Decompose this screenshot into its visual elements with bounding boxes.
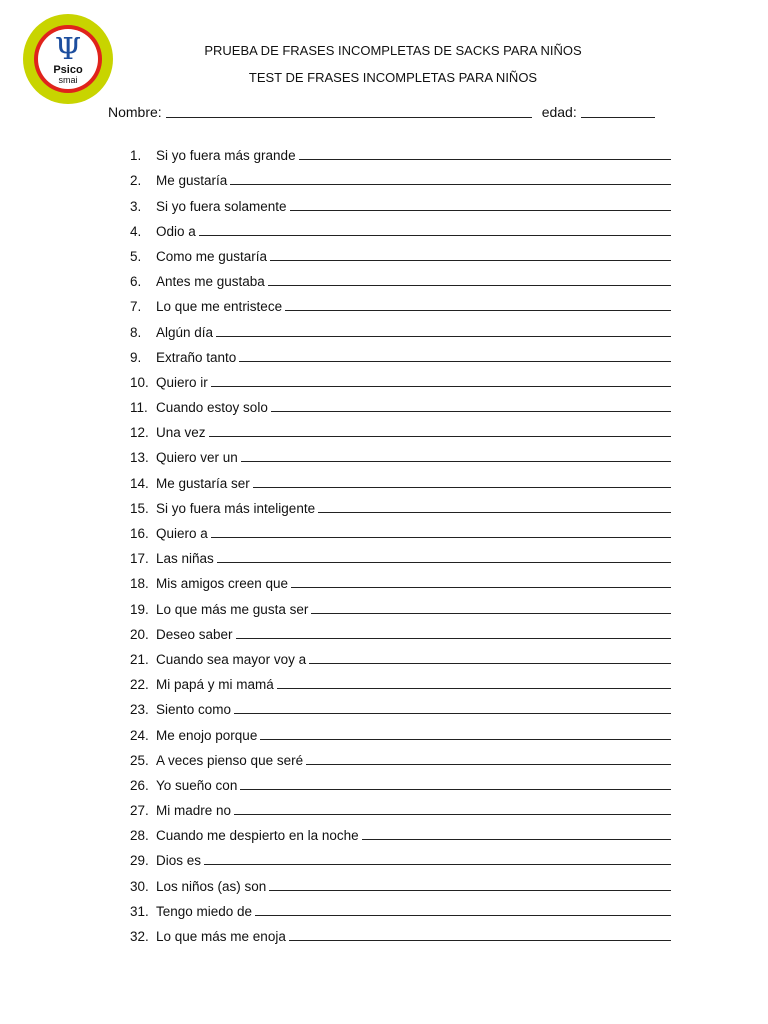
answer-line[interactable] (290, 210, 671, 211)
item-prompt: Las niñas (156, 551, 214, 567)
item-prompt: Los niños (as) son (156, 878, 267, 894)
item-number: 13. (130, 450, 149, 466)
item-number: 12. (130, 425, 149, 441)
answer-line[interactable] (204, 864, 671, 865)
item-prompt: Lo que más me enoja (156, 929, 286, 944)
answer-line[interactable] (306, 764, 671, 765)
logo-text-top: Psico (53, 64, 83, 76)
list-item (130, 163, 675, 188)
item-prompt: Si yo fuera solamente (156, 198, 287, 214)
item-prompt: Lo que más me gusta ser (156, 601, 309, 617)
answer-line[interactable] (230, 184, 671, 185)
answer-line[interactable] (241, 461, 671, 462)
age-field-line[interactable] (581, 104, 655, 118)
answer-line[interactable] (289, 940, 671, 941)
item-prompt: Si yo fuera más grande (156, 148, 296, 164)
item-prompt: Mis amigos creen que (156, 576, 289, 592)
item-number: 10. (130, 374, 149, 390)
item-number: 6. (130, 274, 142, 290)
answer-line[interactable] (234, 713, 671, 714)
item-number: 2. (130, 173, 142, 189)
list-item (130, 793, 675, 818)
item-number: 27. (130, 803, 149, 819)
list-item (130, 264, 675, 289)
item-prompt: Antes me gustaba (156, 274, 265, 290)
list-item (130, 314, 675, 339)
item-number: 17. (130, 551, 149, 567)
answer-line[interactable] (309, 663, 671, 664)
list-item (130, 591, 675, 616)
answer-line[interactable] (211, 537, 671, 538)
list-item (130, 768, 675, 793)
item-number: 23. (130, 702, 149, 718)
list-item (130, 289, 675, 314)
name-field-line[interactable] (166, 104, 532, 118)
item-number: 28. (130, 828, 149, 844)
list-item (130, 743, 675, 768)
list-item (130, 491, 675, 516)
item-prompt: Quiero ir (156, 374, 208, 390)
answer-line[interactable] (216, 336, 671, 337)
item-prompt: Me gustaría (156, 173, 228, 189)
list-item (130, 138, 675, 163)
item-number: 1. (130, 148, 142, 164)
list-item (130, 692, 675, 717)
list-item (130, 667, 675, 692)
item-number: 22. (130, 677, 149, 693)
answer-line[interactable] (217, 562, 671, 563)
item-number: 24. (130, 727, 149, 743)
item-prompt: Me gustaría ser (156, 475, 250, 491)
item-prompt: Si yo fuera más inteligente (156, 500, 316, 516)
item-number: 15. (130, 500, 149, 516)
list-item (130, 894, 675, 919)
list-item (130, 239, 675, 264)
list-item (130, 919, 675, 944)
age-label: edad: (541, 104, 577, 120)
item-number: 8. (130, 324, 142, 340)
item-prompt: A veces pienso que seré (156, 752, 304, 768)
psicosmai-logo (22, 13, 114, 105)
list-item (130, 415, 675, 440)
item-prompt: Mi madre no (156, 803, 232, 819)
list-item (130, 642, 675, 667)
item-prompt: Yo sueño con (156, 777, 238, 793)
list-item (130, 566, 675, 591)
item-prompt: Cuando sea mayor voy a (156, 651, 307, 667)
item-number: 16. (130, 526, 149, 541)
item-prompt: Mi papá y mi mamá (156, 677, 274, 693)
answer-line[interactable] (260, 739, 671, 740)
item-prompt: Cuando estoy solo (156, 400, 268, 416)
logo-psi-symbol: Ψ (54, 32, 82, 67)
answer-line[interactable] (211, 386, 671, 387)
item-prompt: Extraño tanto (156, 349, 237, 365)
item-prompt: Tengo miedo de (156, 903, 253, 919)
item-prompt: Lo que me entristece (156, 299, 283, 315)
answer-line[interactable] (239, 361, 671, 362)
answer-line[interactable] (234, 814, 671, 815)
list-item (130, 818, 675, 843)
item-number: 3. (130, 198, 142, 214)
list-item (130, 214, 675, 239)
item-number: 18. (130, 576, 149, 592)
item-number: 14. (130, 475, 149, 491)
logo-text-bottom: smai (58, 75, 78, 85)
item-number: 5. (130, 248, 142, 264)
answer-line[interactable] (291, 587, 671, 588)
answer-line[interactable] (311, 613, 671, 614)
answer-line[interactable] (277, 688, 671, 689)
item-number: 25. (130, 752, 149, 768)
item-prompt: Una vez (156, 425, 206, 441)
name-label: Nombre: (108, 104, 162, 120)
list-item (130, 843, 675, 868)
answer-line[interactable] (253, 487, 671, 488)
list-item (130, 541, 675, 566)
item-number: 19. (130, 601, 149, 617)
item-number: 9. (130, 349, 142, 365)
answer-line[interactable] (299, 159, 671, 160)
item-prompt: Quiero a (156, 526, 208, 541)
list-item (130, 617, 675, 642)
answer-line[interactable] (209, 436, 671, 437)
item-number: 29. (130, 853, 149, 869)
item-number: 20. (130, 626, 149, 642)
answer-line[interactable] (269, 890, 671, 891)
item-number: 26. (130, 777, 149, 793)
item-prompt: Odio a (156, 223, 196, 239)
item-prompt: Como me gustaría (156, 248, 268, 264)
answer-line[interactable] (199, 235, 671, 236)
list-item (130, 868, 675, 893)
list-item (130, 390, 675, 415)
list-item (130, 440, 675, 465)
item-number: 31. (130, 903, 149, 919)
list-item (130, 717, 675, 742)
list-item (130, 188, 675, 213)
answer-line[interactable] (255, 915, 671, 916)
item-prompt: Algún día (156, 324, 214, 340)
answer-line[interactable] (270, 260, 671, 261)
answer-line[interactable] (362, 839, 671, 840)
list-item (130, 465, 675, 490)
sentence-list (130, 138, 675, 944)
list-item (130, 340, 675, 365)
item-number: 11. (130, 400, 148, 416)
answer-line[interactable] (285, 310, 671, 311)
item-number: 4. (130, 223, 142, 239)
answer-line[interactable] (236, 638, 671, 639)
list-item (130, 365, 675, 390)
item-prompt: Siento como (156, 702, 232, 718)
item-number: 21. (130, 651, 149, 667)
item-prompt: Cuando me despierto en la noche (156, 828, 359, 844)
answer-line[interactable] (318, 512, 671, 513)
item-prompt: Quiero ver un (156, 450, 238, 466)
item-number: 7. (130, 299, 142, 315)
item-number: 32. (130, 929, 149, 944)
item-prompt: Dios es (156, 853, 202, 869)
document-title: PRUEBA DE FRASES INCOMPLETAS DE SACKS PARA NIÑOS (204, 43, 582, 58)
item-prompt: Me enojo porque (156, 727, 258, 743)
item-prompt: Deseo saber (156, 626, 233, 642)
list-item (130, 516, 675, 541)
answer-line[interactable] (271, 411, 671, 412)
answer-line[interactable] (240, 789, 671, 790)
item-number: 30. (130, 878, 149, 894)
document-subtitle: TEST DE FRASES INCOMPLETAS PARA NIÑOS (248, 70, 538, 85)
answer-line[interactable] (268, 285, 671, 286)
name-age-row (108, 104, 678, 120)
